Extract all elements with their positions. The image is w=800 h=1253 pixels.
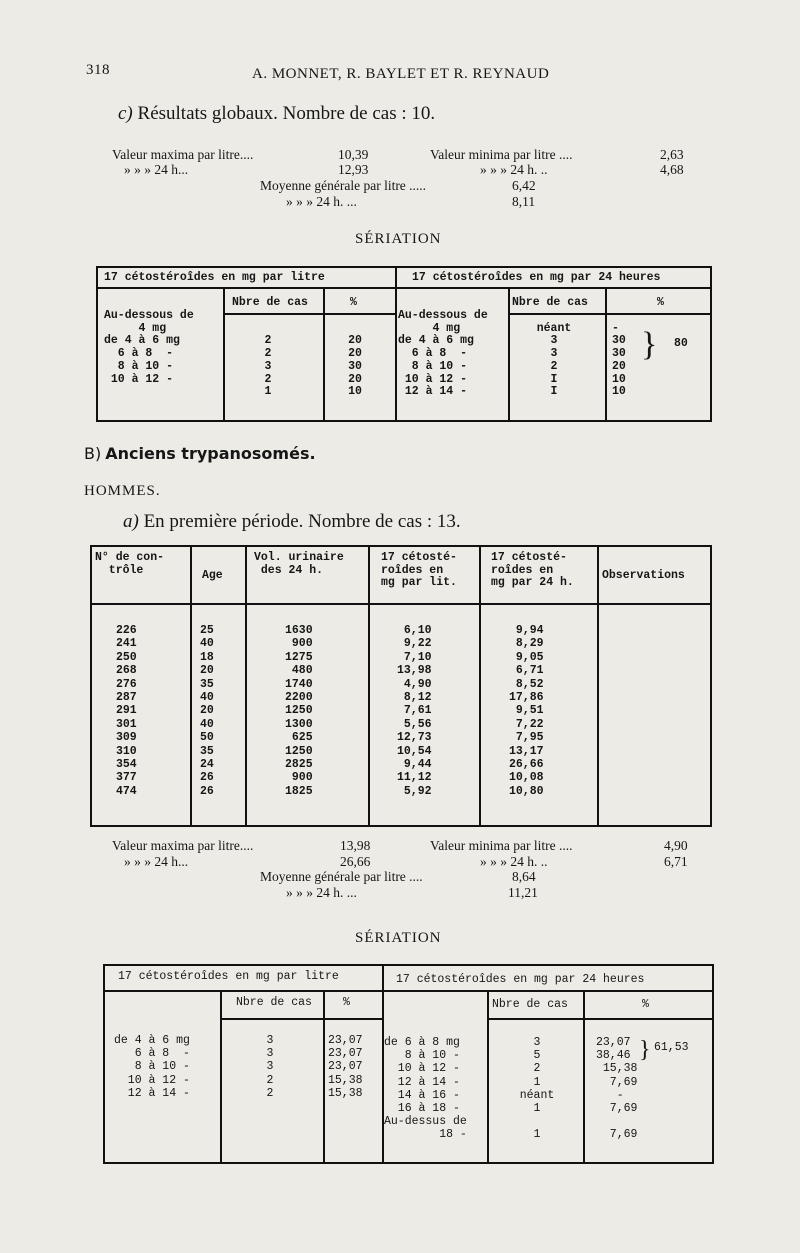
seriation-left-pcts: 20 20 30 20 10 bbox=[348, 334, 362, 399]
header-volume: Vol. urinaire des 24 h. bbox=[254, 551, 344, 577]
stat-max-litre-value: 13,98 bbox=[340, 838, 371, 853]
stat-min-litre-value: 2,63 bbox=[660, 147, 684, 162]
seriation-title: SÉRIATION bbox=[355, 231, 442, 247]
stat-max-24h-value: 26,66 bbox=[340, 854, 371, 869]
seriation-right-ranges: Au-dessous de 4 mg de 4 à 6 mg 6 à 8 - 8 à 10 - 10 à 12 - 12 à 14 - bbox=[398, 309, 488, 399]
running-header: A. MONNET, R. BAYLET ET R. REYNAUD bbox=[252, 66, 550, 82]
column-per-litre: 6,10 9,22 7,10 13,98 4,90 8,12 7,61 5,56 12,73 10,54 9,44 11,12 5,92 bbox=[397, 624, 432, 798]
section-letter: c) bbox=[118, 103, 133, 124]
stat-mean-litre-label: Moyenne générale par litre ..... bbox=[260, 178, 427, 193]
nbre-de-cas-label: Nbre de cas bbox=[512, 296, 588, 309]
stat-mean-litre-value: 6,42 bbox=[512, 178, 536, 193]
seriation-right-pcts: 23,07 38,46 15,38 7,69 - 7,69 7,69 bbox=[596, 1036, 638, 1142]
stat-min-litre-label: Valeur minima par litre .... bbox=[430, 147, 573, 162]
seriation-right-counts: 3 5 2 1 néant 1 1 bbox=[519, 1036, 555, 1142]
stat-mean-24h-value: 11,21 bbox=[508, 885, 538, 900]
stat-mean-24h-label: » » » 24 h. ... bbox=[286, 885, 357, 900]
seriation-right-counts: néant 3 3 2 I I bbox=[536, 321, 572, 399]
subsection-title-a bbox=[123, 511, 461, 533]
seriation-title: SÉRIATION bbox=[355, 930, 442, 946]
seriation-left-header: 17 cétostéroîdes en mg par litre bbox=[118, 970, 339, 983]
seriation-left-pcts: 23,07 23,07 23,07 15,38 15,38 bbox=[328, 1034, 363, 1100]
pct-label: % bbox=[343, 996, 350, 1009]
subheading-hommes: HOMMES. bbox=[84, 483, 161, 499]
stat-min-24h-label: » » » 24 h. .. bbox=[480, 854, 548, 869]
stat-max-litre-label: Valeur maxima par litre.... bbox=[112, 838, 254, 853]
pct-label: % bbox=[350, 296, 357, 309]
section-letter: B) bbox=[84, 444, 102, 463]
seriation-left-ranges: Au-dessous de 4 mg de 4 à 6 mg 6 à 8 - 8 à 10 - 10 à 12 - bbox=[104, 309, 194, 386]
stat-mean-24h-value: 8,11 bbox=[512, 194, 536, 209]
seriation-left-header: 17 cétostéroîdes en mg par litre bbox=[104, 271, 325, 284]
stat-mean-litre-value: 8,64 bbox=[512, 869, 536, 884]
nbre-de-cas-label: Nbre de cas bbox=[236, 996, 312, 1009]
seriation-right-group-pct: 80 bbox=[674, 337, 688, 350]
stat-min-litre-label: Valeur minima par litre .... bbox=[430, 838, 573, 853]
section-letter: a) bbox=[123, 511, 139, 532]
seriation-left-counts: 3 3 3 2 2 bbox=[266, 1034, 274, 1100]
stat-max-24h-label: » » » 24 h... bbox=[124, 854, 189, 869]
seriation-right-header: 17 cétostéroîdes en mg par 24 heures bbox=[396, 973, 645, 986]
pct-label: % bbox=[642, 998, 649, 1011]
stat-min-litre-value: 4,90 bbox=[664, 838, 688, 853]
stat-max-24h-label: » » » 24 h... bbox=[124, 162, 189, 177]
seriation-right-ranges: de 6 à 8 mg 8 à 10 - 10 à 12 - 12 à 14 - 14 à 16 - 16 à 18 - Au-dessus de 18 - bbox=[384, 1036, 467, 1142]
header-observations: Observations bbox=[602, 569, 685, 582]
stat-min-24h-label: » » » 24 h. .. bbox=[480, 162, 548, 177]
section-title-b bbox=[84, 444, 316, 464]
section-title-c bbox=[118, 103, 435, 125]
stat-max-24h-value: 12,93 bbox=[338, 162, 369, 177]
page-number: 318 bbox=[86, 62, 110, 78]
column-age: 25 40 18 20 35 40 20 40 50 35 24 26 26 bbox=[200, 624, 214, 798]
stat-max-litre-value: 10,39 bbox=[338, 147, 369, 162]
stat-max-litre-label: Valeur maxima par litre.... bbox=[112, 147, 254, 162]
nbre-de-cas-label: Nbre de cas bbox=[492, 998, 568, 1011]
stat-mean-litre-label: Moyenne générale par litre .... bbox=[260, 869, 423, 884]
header-age: Age bbox=[202, 569, 223, 582]
section-title-text: Anciens trypanosomés. bbox=[105, 444, 316, 463]
header-control: N° de con- trôle bbox=[95, 551, 165, 577]
stat-mean-24h-label: » » » 24 h. ... bbox=[286, 194, 357, 209]
seriation-left-counts: 2 2 3 2 1 bbox=[264, 334, 272, 399]
seriation-right-pcts: - 30 30 20 10 10 bbox=[612, 321, 626, 399]
section-title-text: Résultats globaux. Nombre de cas : 10. bbox=[137, 103, 436, 124]
brace-icon: } bbox=[641, 326, 658, 363]
column-control: 226 241 250 268 276 287 291 301 309 310 354 377 474 bbox=[116, 624, 137, 798]
seriation-left-ranges: de 4 à 6 mg 6 à 8 - 8 à 10 - 10 à 12 - 12 à 14 - bbox=[114, 1034, 190, 1100]
stat-min-24h-value: 6,71 bbox=[664, 854, 688, 869]
column-volume: 1630 900 1275 480 1740 2200 1250 1300 625 1250 2825 900 1825 bbox=[285, 624, 313, 798]
stat-min-24h-value: 4,68 bbox=[660, 162, 684, 177]
seriation-right-group-pct: 61,53 bbox=[654, 1041, 689, 1054]
seriation-right-header: 17 cétostéroîdes en mg par 24 heures bbox=[412, 271, 661, 284]
section-title-text: En première période. Nombre de cas : 13. bbox=[143, 511, 461, 532]
header-per-litre: 17 cétosté- roîdes en mg par lit. bbox=[381, 551, 457, 590]
column-per-24h: 9,94 8,29 9,05 6,71 8,52 17,86 9,51 7,22 7,95 13,17 26,66 10,08 10,80 bbox=[509, 624, 544, 798]
pct-label: % bbox=[657, 296, 664, 309]
brace-icon: } bbox=[639, 1037, 651, 1063]
header-per-24h: 17 cétosté- roîdes en mg par 24 h. bbox=[491, 551, 574, 590]
nbre-de-cas-label: Nbre de cas bbox=[232, 296, 308, 309]
